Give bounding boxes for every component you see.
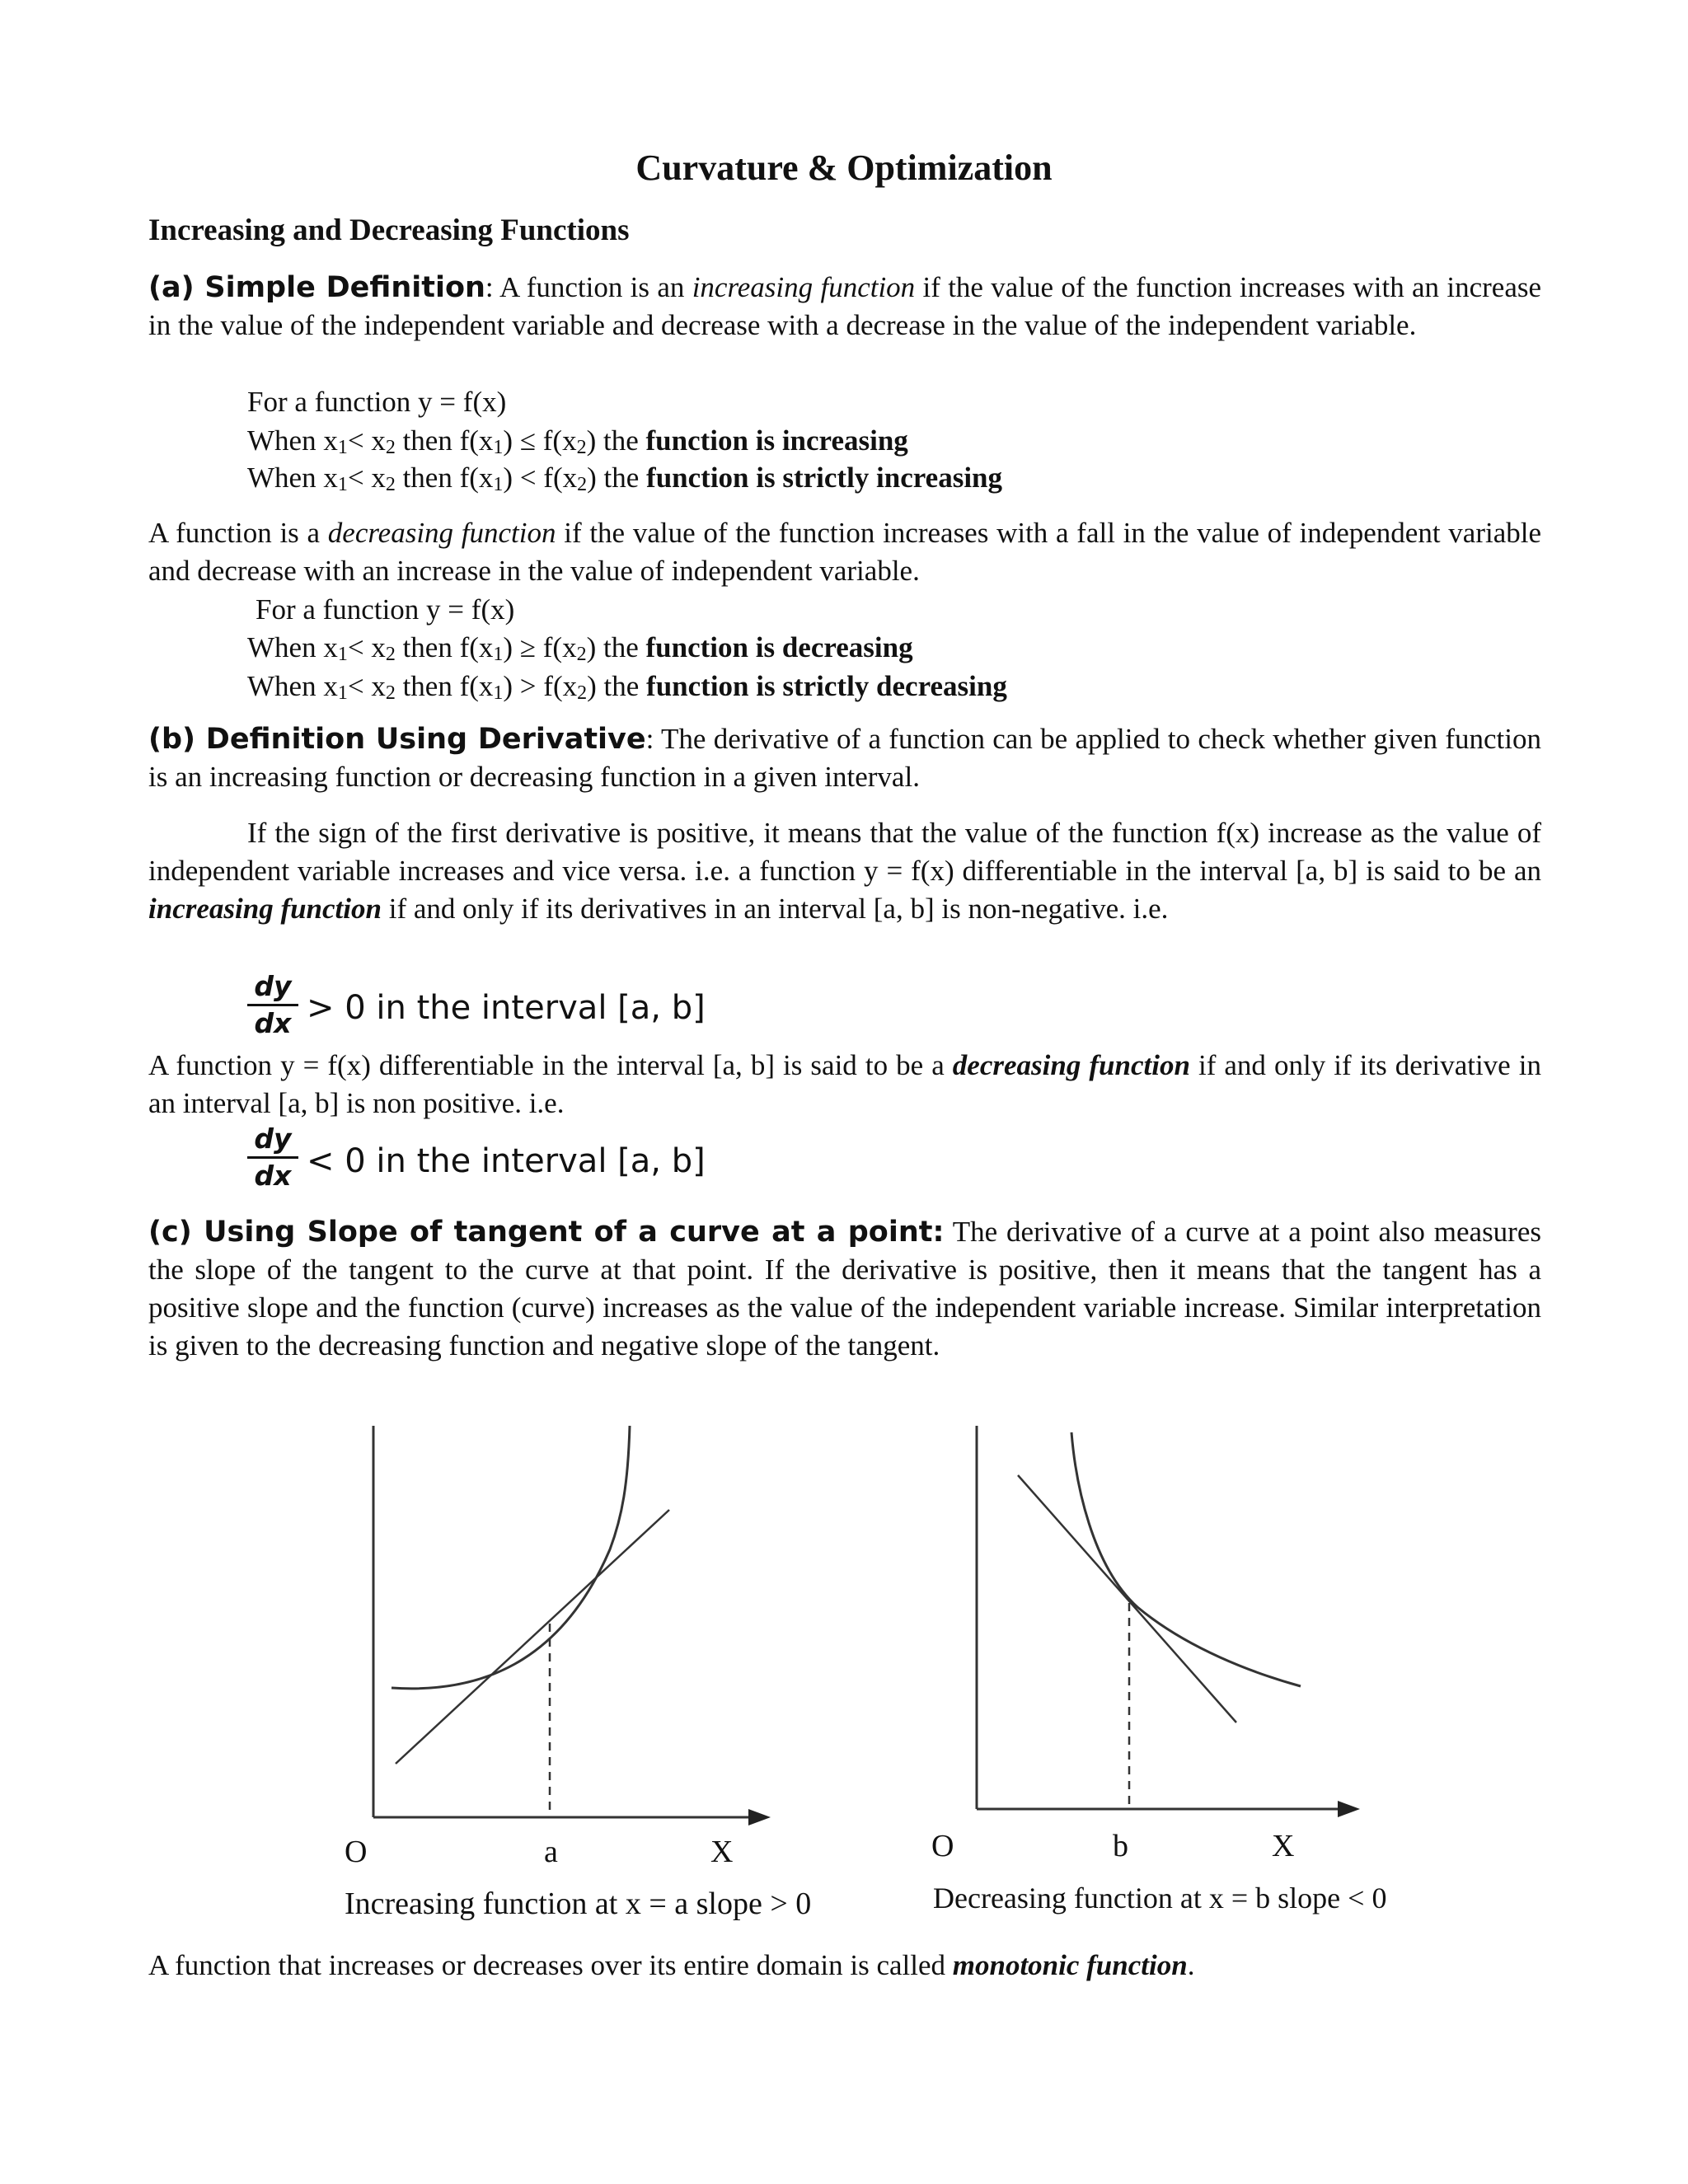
term-decreasing-function: decreasing function: [327, 517, 556, 549]
page-title: Curvature & Optimization: [635, 148, 1053, 188]
section-b-label: (b) Definition Using Derivative: [148, 723, 646, 756]
section-c-paragraph: (c) Using Slope of tangent of a curve at a point: The derivative of a curve at a point also measures the slope of the tangent to the curve at that point. If the derivative is positive, then it means that the tangent has a positive slope and the function (curve) increases as the value of the independent variable increase. Similar interpretation is given to the decreasing function and negative slope of the tangent.: [148, 1216, 1541, 1361]
section-c-label: (c) Using Slope of tangent of a curve at a point:: [148, 1216, 945, 1249]
decreasing-condition: When $x_1< x_2$ then $f(x_1) \ge f(x_2)$ the function is decreasing: [247, 631, 913, 665]
right-curve: [1071, 1432, 1301, 1686]
term-increasing-function-2: increasing function: [148, 893, 382, 925]
right-x-arrow: [1338, 1801, 1360, 1817]
decreasing-derivative-condition: < 0 in the interval [a, b]: [307, 1142, 706, 1180]
derivative-increasing-paragraph: If the sign of the first derivative is positive, it means that the value of the function f(x) increase as the value of independent variable increases and vice versa. i.e. a function y = f(x) differentiable in the interval [a, b] is said to be an increasing function if and only if its derivatives in an interval [a, b] is non-negative. i.e.: [148, 817, 1541, 925]
decreasing-graph: [977, 1426, 1360, 1817]
left-caption: Increasing function at x = a slope > 0: [345, 1886, 812, 1921]
decreasing-definition: A function is a decreasing function if the value of the function increases with a fall in the value of independent variable and decrease with an increase in the value of independent variable.: [148, 517, 1541, 587]
section-a-paragraph: (a) Simple Definition: A function is an increasing function if the value of the function increases with an increase in the value of the independent variable and decrease with a decrease in the value of the independent variable.: [148, 271, 1542, 341]
section-a-label: (a) Simple Definition: [148, 271, 485, 304]
right-tangent: [1018, 1475, 1236, 1722]
section-heading: Increasing and Decreasing Functions: [148, 213, 630, 247]
term-monotonic-function: monotonic function: [952, 1949, 1188, 1981]
right-origin-label: O: [931, 1829, 954, 1863]
strictly-increasing-condition: When $x_1< x_2$ then $f(x_1) < f(x_2)$ the function is strictly increasing: [247, 462, 1003, 495]
for-function-line: For a function y = f(x): [247, 386, 507, 418]
strictly-decreasing-condition: When $x_1< x_2$ then $f(x_1) > f(x_2)$ the function is strictly decreasing: [247, 670, 1007, 704]
left-curve: [392, 1426, 630, 1689]
increasing-derivative-condition: > 0 in the interval [a, b]: [307, 989, 706, 1027]
increasing-condition: When $x_1< x_2$ then $f(x_1) \le f(x_2)$ the function is increasing: [247, 424, 908, 458]
derivative-decreasing-paragraph: A function y = f(x) differentiable in the interval [a, b] is said to be a decreasing function if and only if its derivative in an interval [a, b] is non positive. i.e.: [148, 1049, 1541, 1119]
left-point-label: a: [544, 1835, 558, 1869]
derivative-fraction-1: dy dx: [247, 971, 298, 1039]
derivative-fraction-2: dy dx: [247, 1123, 298, 1192]
left-origin-label: O: [345, 1835, 368, 1869]
term-increasing-function: increasing function: [692, 271, 916, 303]
right-point-label: b: [1113, 1829, 1128, 1863]
section-b-paragraph: (b) Definition Using Derivative: The derivative of a function can be applied to check whether given function is an increasing function or decreasing function in a given interval.: [148, 723, 1541, 793]
left-tangent: [396, 1510, 669, 1764]
term-decreasing-function-2: decreasing function: [952, 1049, 1190, 1081]
closing-sentence: A function that increases or decreases over its entire domain is called monotonic function.: [148, 1949, 1195, 1981]
right-axis-label: X: [1272, 1829, 1295, 1863]
for-function-line-2: For a function y = f(x): [256, 593, 515, 626]
right-caption: Decreasing function at x = b slope < 0: [933, 1882, 1387, 1915]
left-axis-label: X: [710, 1835, 734, 1869]
left-x-arrow: [748, 1809, 771, 1825]
increasing-graph: [373, 1426, 771, 1825]
